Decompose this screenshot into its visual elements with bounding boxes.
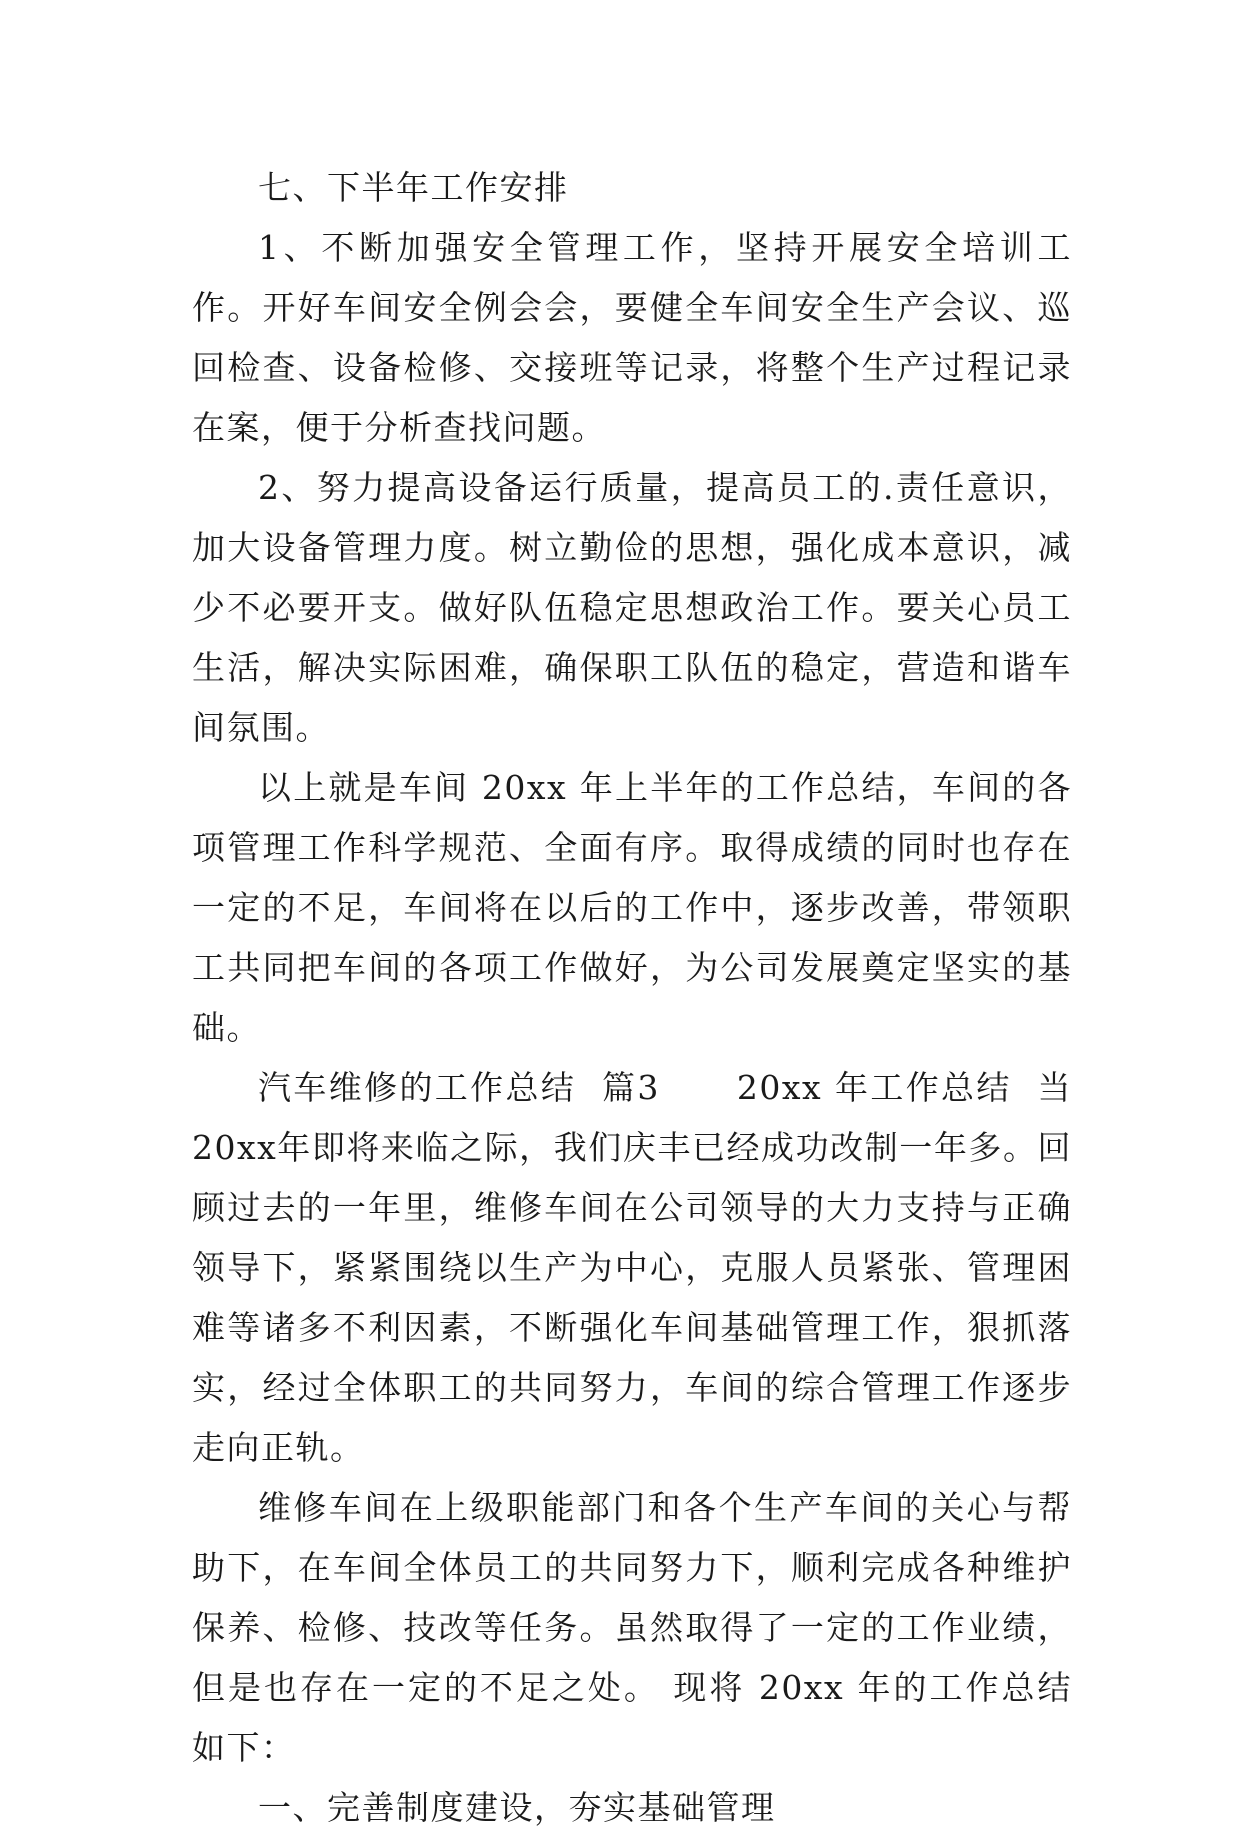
paragraph-article-3-intro: 汽车维修的工作总结 篇3 20xx 年工作总结 当20xx年即将来临之际，我们庆丰已经成功改制一年多。回顾过去的一年里，维修车间在公司领导的大力支持与正确领导下，紧紧围绕以生产为中心，克服人员紧张、管理困难等诸多不利因素，不断强化车间基础管理工作，狠抓落实，经过全体职工的共同努力，车间的综合管理工作逐步走向正轨。 [192, 1068, 1072, 1467]
heading-section-seven: 七、下半年工作安排 [258, 168, 569, 207]
paragraph-summary: 以上就是车间 20xx 年上半年的工作总结，车间的各项管理工作科学规范、全面有序。取得成绩的同时也存在一定的不足，车间将在以后的工作中，逐步改善，带领职工共同把车间的各项工作做好，为公司发展奠定坚实的基础。 [192, 768, 1072, 1047]
paragraph-item-1: 1、不断加强安全管理工作，坚持开展安全培训工作。开好车间安全例会会，要健全车间安全生产会议、巡回检查、设备检修、交接班等记录，将整个生产过程记录在案，便于分析查找问题。 [192, 228, 1072, 447]
paragraph-item-2: 2、努力提高设备运行质量，提高员工的.责任意识，加大设备管理力度。树立勤俭的思想，强化成本意识，减少不必要开支。做好队伍稳定思想政治工作。要关心员工生活，解决实际困难，确保职工队伍的稳定，营造和谐车间氛围。 [192, 468, 1072, 747]
paragraph-workshop-overview: 维修车间在上级职能部门和各个生产车间的关心与帮助下，在车间全体员工的共同努力下，顺利完成各种维护保养、检修、技改等任务。虽然取得了一定的工作业绩，但是也存在一定的不足之处。 现将 20xx 年的工作总结如下： [192, 1488, 1072, 1767]
heading-section-one: 一、完善制度建设，夯实基础管理 [258, 1788, 776, 1827]
document-body [192, 158, 1072, 1838]
